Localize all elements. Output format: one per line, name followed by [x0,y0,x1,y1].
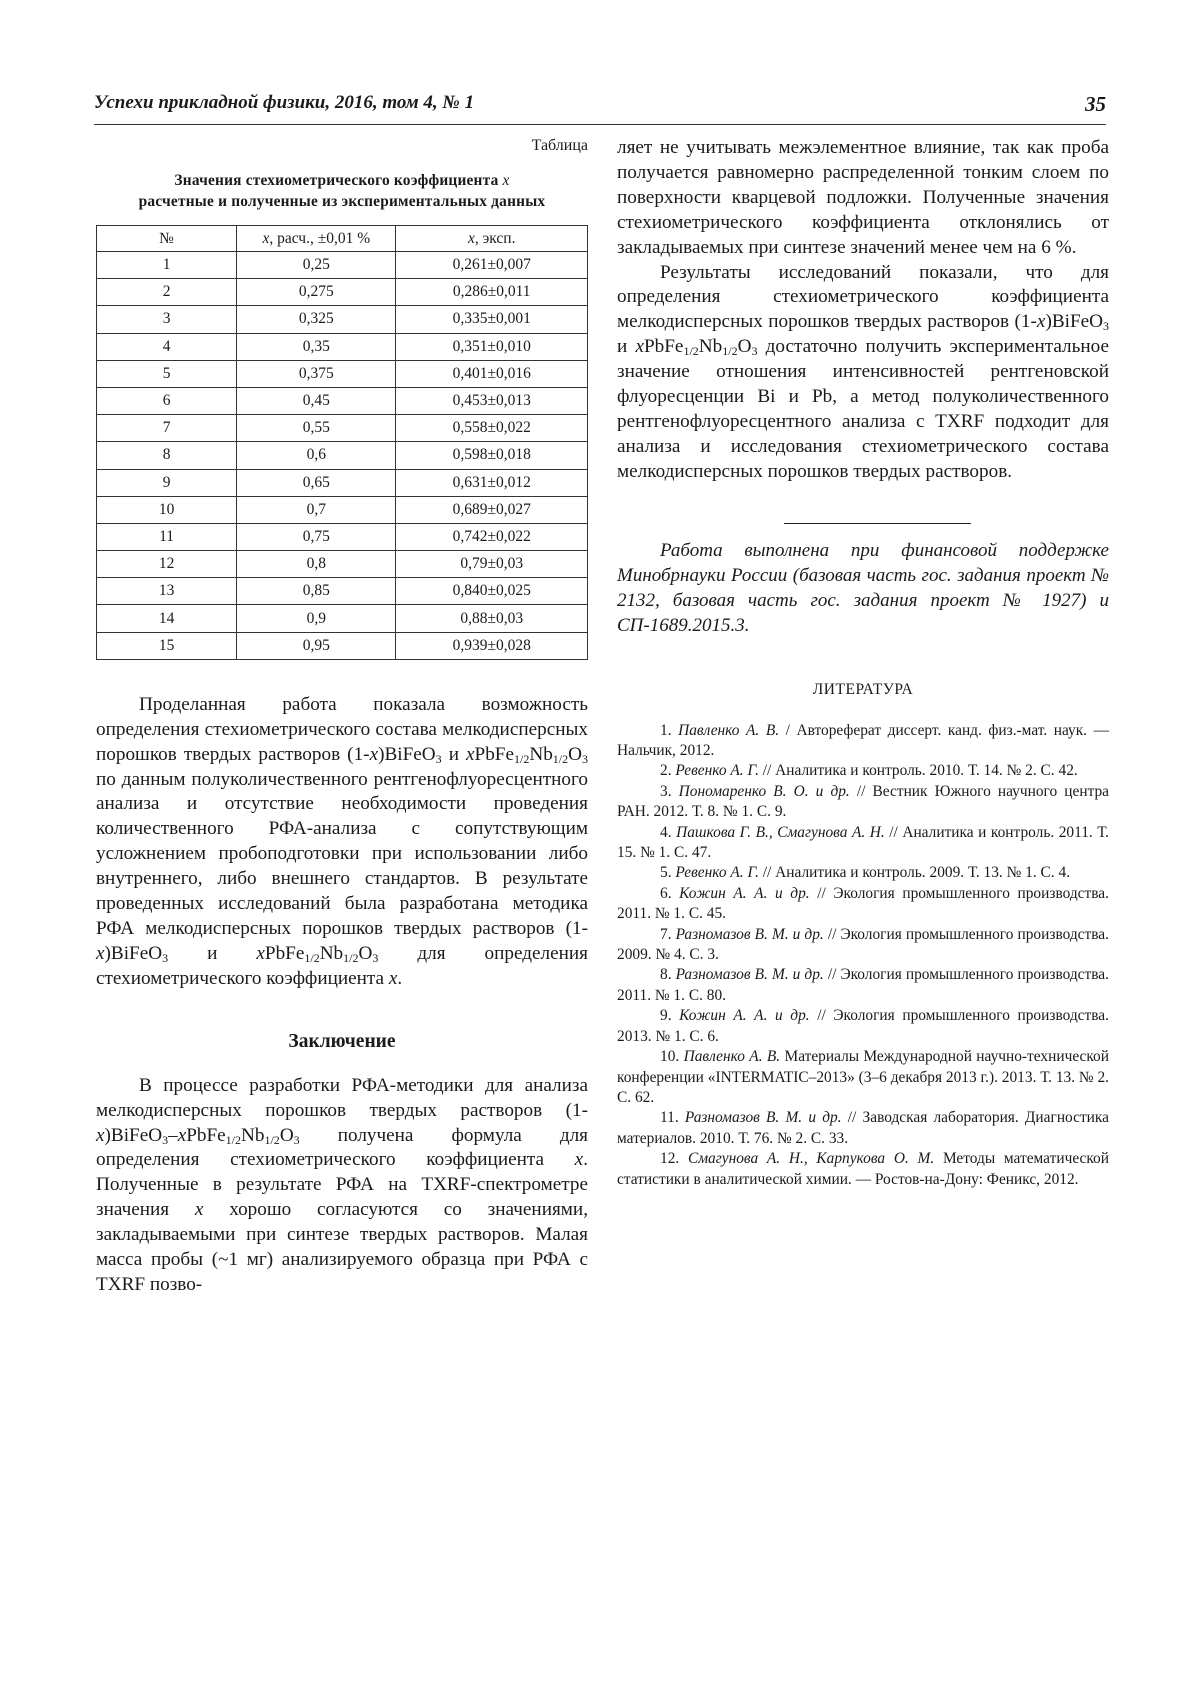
x-experimental-cell: 0,79±0,03 [396,551,588,578]
table-label: Таблица [531,137,588,154]
reference-author: Ревенко А. Г. [675,864,759,882]
reference-author: Кожин А. А. и др. [679,1007,810,1025]
x-calculated-cell: 0,55 [237,415,396,442]
table-row [97,387,588,414]
table-row [97,442,588,469]
row-number-cell: 4 [97,333,237,360]
x-calculated-cell: 0,85 [237,578,396,605]
table-caption: Значения стехиометрического коэффициента x расчетные и полученные из экспериментальных данных [138,172,546,210]
row-number-cell: 14 [97,605,237,632]
x-calculated-cell: 0,7 [237,496,396,523]
table-row [97,496,588,523]
x-calculated-cell: 0,35 [237,333,396,360]
x-experimental-cell: 0,558±0,022 [396,415,588,442]
reference-author: Разномазов В. М. и др. [675,966,824,984]
x-experimental-cell: 0,261±0,007 [396,252,588,279]
reference-item: 8. Разномазов В. М. и др. // Экология промышленного производства. 2011. № 1. С. 80. [617,966,1109,1004]
x-experimental-cell: 0,631±0,012 [396,469,588,496]
reference-item: 6. Кожин А. А. и др. // Экология промышленного производства. 2011. № 1. С. 45. [617,884,1109,923]
reference-author: Павленко А. В. [683,1048,781,1066]
x-calculated-cell: 0,375 [237,360,396,387]
x-experimental-cell: 0,742±0,022 [396,523,588,550]
reference-author: Смагунова А. Н., Карпукова О. М. [687,1150,935,1168]
x-calculated-cell: 0,65 [237,469,396,496]
journal-title: Успехи прикладной физики, 2016, том 4, № 1 [94,92,475,113]
row-number-cell: 12 [97,551,237,578]
x-calculated-cell: 0,9 [237,605,396,632]
header-rule [94,124,1106,125]
paragraph-summary: Результаты исследований показали, что для определения стехиометрического коэффициента мелкодисперсных порошков твердых растворов (1-x)BiFeO$_3$ и $xPbFe_{1/2}Nb_{1/2}O_3$ достаточно получить экспериментальное значение отношения интенсивностей рентгеновской флуоресценции Bi и Pb, а метод полуколичественного рентгенофлуоресцентного анализа с TXRF подходит для анализа и исследования стехиометрического состава мелкодисперсных порошков твердых растворов. [617,261,1109,482]
references-heading: ЛИТЕРАТУРА [812,680,914,698]
table-row [97,632,588,659]
reference-author: Разномазов В. М. и др. [675,925,824,943]
running-header [94,92,1106,120]
paragraph-conclusion: В процессе разработки РФА-методики для анализа мелкодисперсных порошков твердых растворов $(1-x)BiFeO_3-xPbFe_{1/2}Nb_{1/2}O_3$ получена формула для определения стехиометрического коэффициента x. Полученные в результате РФА на TXRF-спектрометре значения x хорошо согласуются со значениями, закладываемыми при синтезе твердых растворов. Малая масса пробы (~1 мг) анализируемого образца при РФА с TXRF позво- [96,1074,588,1295]
x-calculated-cell: 0,8 [237,551,396,578]
x-experimental-cell: 0,689±0,027 [396,496,588,523]
row-number-cell: 3 [97,306,237,333]
table-row [97,578,588,605]
column-header: x, расч., ±0,01 % [237,226,396,252]
reference-item: 2. Ревенко А. Г. // Аналитика и контроль. 2010. Т. 14. № 2. С. 42. [660,762,1078,780]
table-header-row [97,226,588,252]
reference-item: 11. Разномазов В. М. и др. // Заводская лаборатория. Диагностика материалов. 2010. Т. 76. № 2. С. 33. [617,1109,1109,1147]
x-experimental-cell: 0,401±0,016 [396,360,588,387]
column-header: № [97,226,237,252]
reference-author: Кожин А. А. и др. [679,884,810,902]
table-row [97,252,588,279]
column-header: x, эксп. [396,226,588,252]
row-number-cell: 13 [97,578,237,605]
table-row [97,469,588,496]
x-experimental-cell: 0,351±0,010 [396,333,588,360]
row-number-cell: 15 [97,632,237,659]
reference-author: Пашкова Г. В., Смагунова А. Н. [676,823,885,841]
x-calculated-cell: 0,75 [237,523,396,550]
paragraph-results: Проделанная работа показала возможность определения стехиометрического состава мелкодисперсных порошков твердых растворов (1-x)BiFeO$_3$ и $xPbFe_{1/2}Nb_{1/2}O_3$ по данным полуколичественного рентгенофлуоресцентного анализа и отсутствие необходимости проведения количественного РФА-анализа с сопутствующим усложнением пробоподготовки при использовании либо внутреннего, либо внешнего стандартов. В результате проведенных исследований была разработана методика РФА мелкодисперсных порошков твердых растворов (1-x)BiFeO$_3$ и $xPbFe_{1/2}Nb_{1/2}O_3$ для определения стехиометрического коэффициента x. [96,693,588,989]
reference-author: Разномазов В. М. и др. [684,1109,842,1127]
reference-item: 9. Кожин А. А. и др. // Экология промышленного производства. 2013. № 1. С. 6. [617,1007,1109,1045]
stoichiometry-table [96,225,588,660]
row-number-cell: 5 [97,360,237,387]
x-experimental-cell: 0,335±0,001 [396,306,588,333]
x-experimental-cell: 0,286±0,011 [396,279,588,306]
x-experimental-cell: 0,840±0,025 [396,578,588,605]
reference-list [617,721,1109,1190]
left-column [96,136,588,1298]
x-calculated-cell: 0,325 [237,306,396,333]
paragraph-continuation: ляет не учитывать межэлементное влияние, так как проба получается равномерно распределенной тонким слоем по поверхности кварцевой подложки. Полученные значения стехиометрического коэффициента отклонялись от закладываемых при синтезе значений менее чем на 6 %. [617,137,1109,258]
row-number-cell: 2 [97,279,237,306]
row-number-cell: 1 [97,252,237,279]
table-row [97,523,588,550]
table-row [97,605,588,632]
row-number-cell: 11 [97,523,237,550]
right-column [617,136,1109,1190]
x-experimental-cell: 0,939±0,028 [396,632,588,659]
page-number: 35 [1085,92,1106,116]
x-experimental-cell: 0,453±0,013 [396,387,588,414]
x-calculated-cell: 0,275 [237,279,396,306]
table-row [97,415,588,442]
x-experimental-cell: 0,88±0,03 [396,605,588,632]
x-calculated-cell: 0,45 [237,387,396,414]
x-calculated-cell: 0,95 [237,632,396,659]
reference-author: Павленко А. В. [678,721,780,739]
reference-item: 10. Павленко А. В. Материалы Международной научно-технической конференции «INTERMATIC–2013» (3–6 декабря 2013 г.). 2013. Т. 13. № 2. С. 62. [617,1048,1109,1106]
row-number-cell: 10 [97,496,237,523]
reference-item: 4. Пашкова Г. В., Смагунова А. Н. // Аналитика и контроль. 2011. Т. 15. № 1. С. 47. [617,823,1110,862]
table-row [97,279,588,306]
table-row [97,551,588,578]
row-number-cell: 7 [97,415,237,442]
x-calculated-cell: 0,6 [237,442,396,469]
table-row [97,360,588,387]
row-number-cell: 6 [97,387,237,414]
table-row [97,306,588,333]
x-calculated-cell: 0,25 [237,252,396,279]
acknowledgement: Работа выполнена при финансовой поддержке Минобрнауки России (базовая часть гос. задания проект № 2132, базовая часть гос. задания проект № 1927) и СП-1689.2015.3. [617,539,1109,636]
reference-item: 3. Пономаренко В. О. и др. // Вестник Южного научного центра РАН. 2012. Т. 8. № 1. С. 9. [617,782,1110,821]
reference-item: 7. Разномазов В. М. и др. // Экология промышленного производства. 2009. № 4. С. 3. [617,925,1109,964]
row-number-cell: 8 [97,442,237,469]
reference-item: 12. Смагунова А. Н., Карпукова О. М. Методы математической статистики в аналитической химии. — Ростов-на-Дону: Феникс, 2012. [617,1150,1109,1188]
reference-item: 1. Павленко А. В. / Автореферат диссерт. канд. физ.-мат. наук. — Нальчик, 2012. [617,721,1109,759]
reference-author: Пономаренко В. О. и др. [678,782,850,800]
acknowledgement-divider [784,523,971,524]
x-experimental-cell: 0,598±0,018 [396,442,588,469]
reference-author: Ревенко А. Г. [675,762,759,780]
row-number-cell: 9 [97,469,237,496]
table-row [97,333,588,360]
reference-item: 5. Ревенко А. Г. // Аналитика и контроль. 2009. Т. 13. № 1. С. 4. [660,864,1071,882]
section-heading-conclusion: Заключение [288,1030,396,1052]
